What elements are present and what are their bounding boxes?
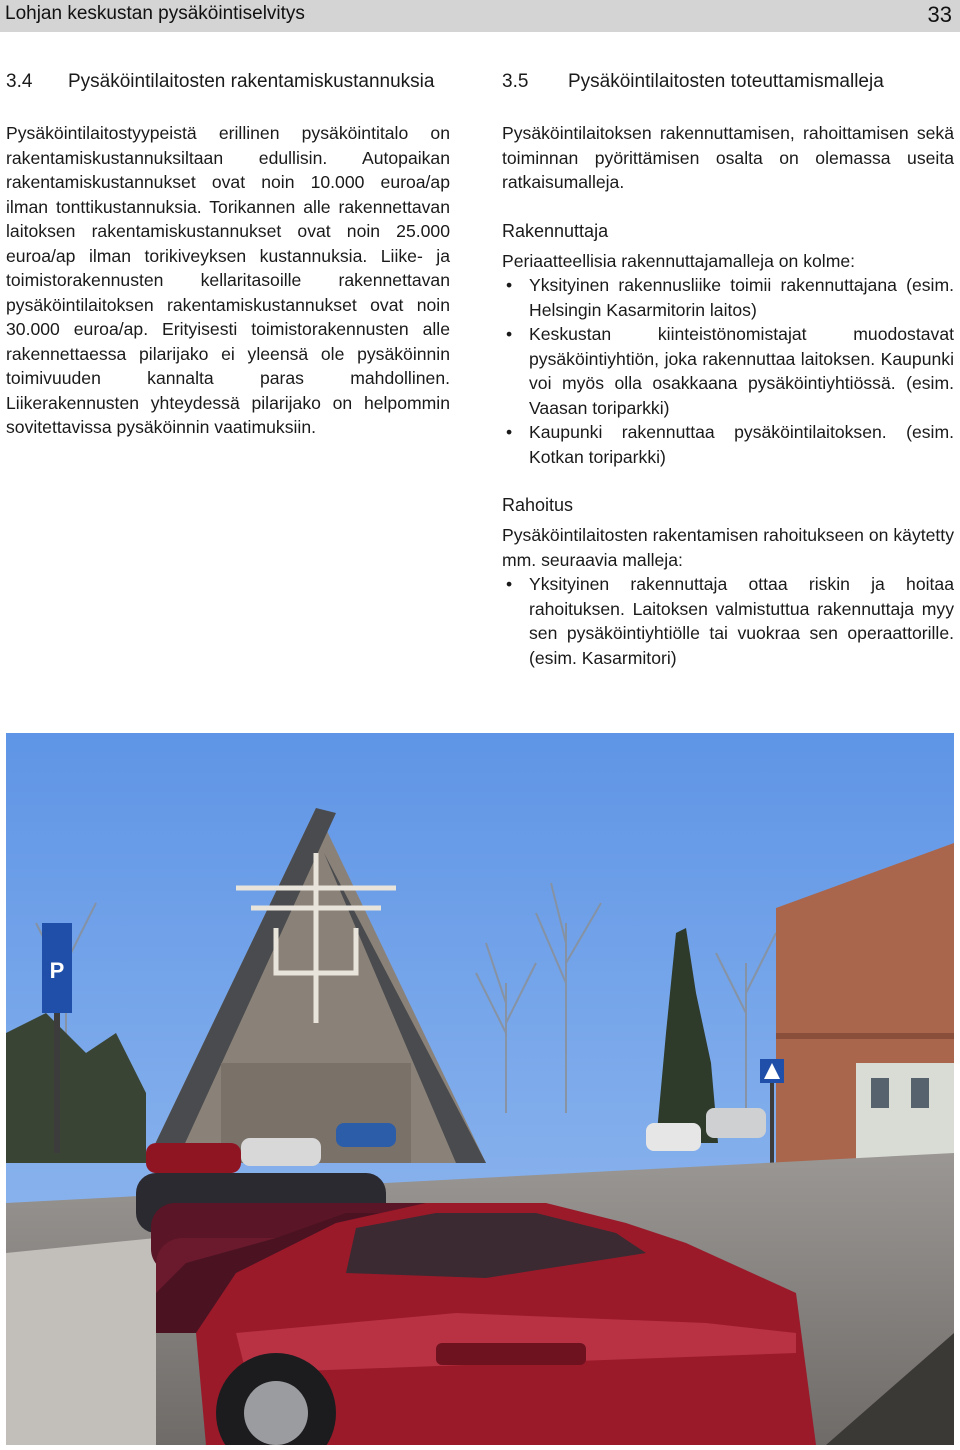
section-title: Pysäköintilaitosten toteuttamismalleja <box>568 71 884 92</box>
subheading-rahoitus: Rahoitus <box>502 495 574 515</box>
parking-photo <box>6 733 954 1445</box>
body-paragraph: Pysäköintilaitostyypeistä erillinen pysäköintitalo on rakentamiskustannuksiltaan edullisin. Autopaikan rakentamiskustannukset ovat noin 10.000 euroa/ap ilman tonttikustannuksia. Torikannen alle rakennettavan laitoksen rakentamiskustannukset ovat noin 25.000 euroa/ap ilman torikiveyksen kustannuksia. Liike- ja toimistorakennusten kellaritasoille rakennettavan pysäköintilaitoksen rakentamiskustannukset ovat noin 30.000 euroa/ap. Erityisesti toimistorakennusten alle rakennettaessa pilarijako ei yleensä ole pysäköinnin toimivuuden kannalta paras mahdollinen. Liikerakennusten yhteydessä pilarijako on helpommin sovitettavissa pysäköinnin vaatimuksiin. <box>6 123 450 437</box>
section-heading-3-4 <box>6 70 450 94</box>
intro-paragraph: Pysäköintilaitoksen rakennuttamisen, rahoittamisen sekä toiminnan pyörittämisen osalta on olemassa useita ratkaisumalleja. <box>502 123 954 192</box>
list-item: • Keskustan kiinteistönomistajat muodostavat pysäköintiyhtiön, joka rakennuttaa laitoksen. Kaupunki voi myös olla osakkaana pysäköintiyhtiössä. (esim. Vaasan toriparkki) <box>502 322 954 420</box>
right-column <box>502 70 954 670</box>
list-item: • Yksityinen rakennusliike toimii rakennuttajana (esim. Helsingin Kasarmitorin laitos) <box>502 273 954 322</box>
svg-text:P: P <box>49 958 65 983</box>
section-title: Pysäköintilaitosten rakentamiskustannuksia <box>68 71 435 92</box>
document-title: Lohjan keskustan pysäköintiselvitys <box>5 3 305 24</box>
section-number: 3.5 <box>502 71 529 92</box>
page-header <box>0 0 960 32</box>
list-item: • Kaupunki rakennuttaa pysäköintilaitoksen. (esim. Kotkan toriparkki) <box>502 420 954 469</box>
subheading-rakennuttaja: Rakennuttaja <box>502 220 609 241</box>
rahoitus-list <box>502 572 954 670</box>
rakennuttaja-lead: Periaatteellisia rakennuttajamalleja on kolme: <box>502 250 856 271</box>
list-item: • Yksityinen rakennuttaja ottaa riskin ja hoitaa rahoituksen. Laitoksen valmistuttua rakennuttaja myy sen pysäköintiyhtiölle tai vuokraa sen operaattorille. (esim. Kasarmitori) <box>502 572 954 670</box>
left-column <box>6 70 450 440</box>
section-heading-3-5 <box>502 70 954 94</box>
page-number: 33 <box>927 2 952 27</box>
rakennuttaja-list <box>502 273 954 469</box>
section-number: 3.4 <box>6 71 33 92</box>
photo-illustration <box>6 733 954 1445</box>
rahoitus-lead: Pysäköintilaitosten rakentamisen rahoitukseen on käytetty mm. seuraavia malleja: <box>502 525 954 570</box>
